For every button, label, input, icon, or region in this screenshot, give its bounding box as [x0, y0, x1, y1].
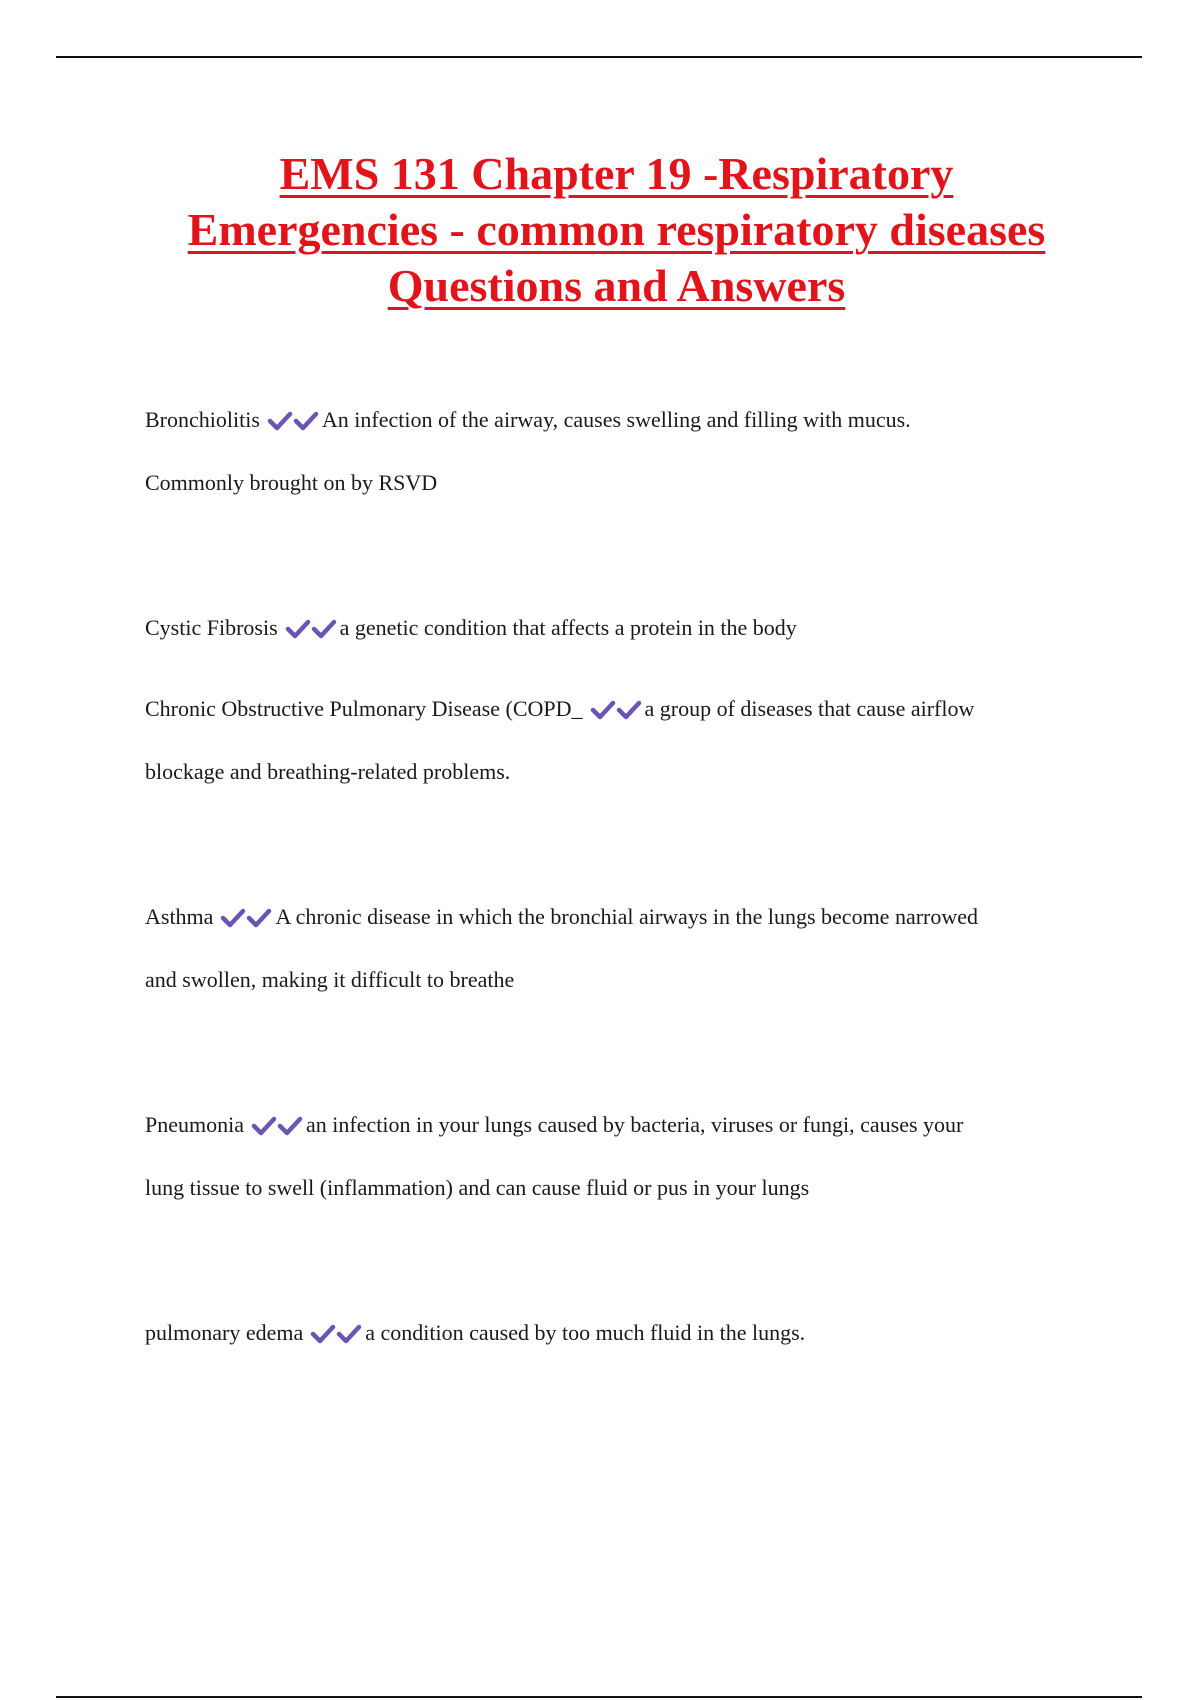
check-icon	[220, 907, 246, 929]
entry-definition-continued: blockage and breathing-related problems.	[145, 759, 511, 785]
double-check-icon	[310, 1301, 362, 1362]
check-icon	[267, 410, 293, 432]
double-check-icon	[251, 1093, 303, 1154]
entry-definition: a condition caused by too much fluid in the lungs.	[365, 1320, 806, 1345]
check-icon	[336, 1323, 362, 1345]
qa-entry-asthma	[145, 886, 1085, 1010]
check-icon	[246, 907, 272, 929]
title-line-2: Emergencies - common respiratory diseases	[187, 204, 1046, 255]
qa-entry-copd	[145, 678, 1085, 802]
entry-definition: An infection of the airway, causes swelling and filling with mucus.	[321, 407, 911, 432]
title-line-3: Questions and Answers	[387, 260, 846, 311]
check-icon	[285, 618, 311, 640]
check-icon	[590, 699, 616, 721]
check-icon	[311, 618, 337, 640]
title-line-1: EMS 131 Chapter 19 -Respiratory	[279, 148, 954, 199]
double-check-icon	[285, 596, 337, 657]
entry-definition: an infection in your lungs caused by bacteria, viruses or fungi, causes your	[306, 1112, 964, 1137]
entry-definition-continued: lung tissue to swell (inflammation) and can cause fluid or pus in your lungs	[145, 1175, 810, 1201]
check-icon	[310, 1323, 336, 1345]
entry-term: Chronic Obstructive Pulmonary Disease (COPD_	[145, 696, 583, 721]
page-title	[100, 146, 1133, 314]
check-icon	[616, 699, 642, 721]
top-rule	[56, 56, 1142, 58]
bottom-rule	[56, 1696, 1142, 1698]
qa-entry-bronchiolitis	[145, 389, 1085, 513]
qa-entry-cystic-fibrosis	[145, 597, 1085, 660]
entry-definition: a genetic condition that affects a protein in the body	[339, 615, 797, 640]
entry-definition-continued: and swollen, making it difficult to breathe	[145, 967, 515, 993]
double-check-icon	[220, 885, 272, 946]
qa-entry-pneumonia	[145, 1094, 1085, 1218]
entry-term: Asthma	[145, 904, 214, 929]
entry-definition: A chronic disease in which the bronchial airways in the lungs become narrowed	[275, 904, 979, 929]
check-icon	[277, 1115, 303, 1137]
double-check-icon	[267, 388, 319, 449]
entry-term: Pneumonia	[145, 1112, 244, 1137]
check-icon	[293, 410, 319, 432]
entry-term: pulmonary edema	[145, 1320, 304, 1345]
double-check-icon	[590, 677, 642, 738]
entry-term: Cystic Fibrosis	[145, 615, 278, 640]
check-icon	[251, 1115, 277, 1137]
entry-definition: a group of diseases that cause airflow	[644, 696, 975, 721]
qa-entry-pulmonary-edema	[145, 1302, 1085, 1365]
entry-term: Bronchiolitis	[145, 407, 260, 432]
entry-definition-continued: Commonly brought on by RSVD	[145, 470, 438, 496]
